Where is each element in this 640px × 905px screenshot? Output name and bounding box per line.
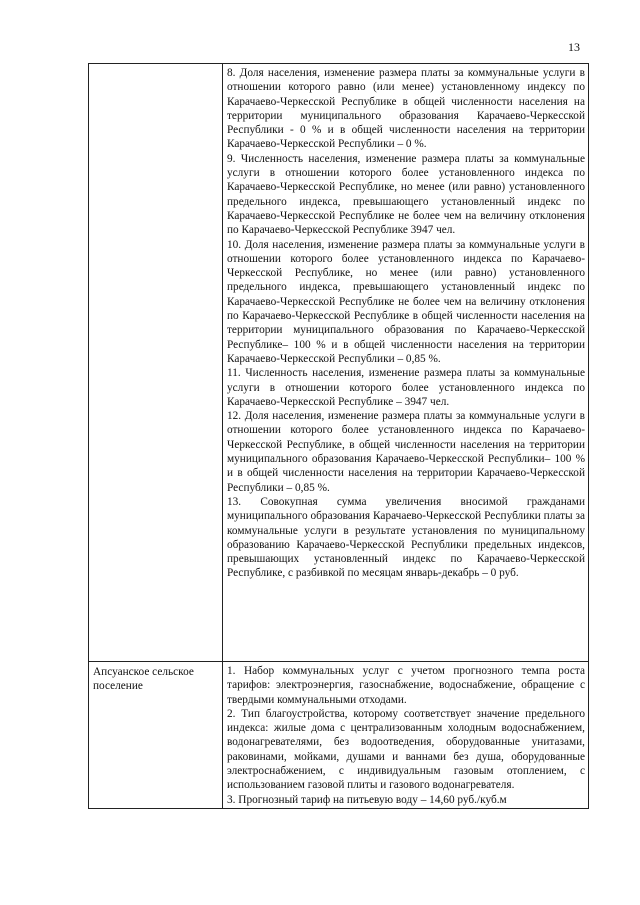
indicator-paragraph: 9. Численность населения, изменение размера платы за коммунальные услуги в отношении которого более установленного индекса по Карачаево-Черкесской Республике, но менее (или равно) установленного предельного индекса, превышающего установленный индекс по Карачаево-Черкесской Республике не более чем на величину отклонения по Карачаево-Черкесской Республике 3947 чел.	[227, 152, 585, 237]
indicator-paragraph: 12. Доля населения, изменение размера платы за коммунальные услуги в отношении которого более установленного индекса по Карачаево-Черкесской Республике, в общей численности населения на территории муниципального образования Карачаево-Черкесской Республики– 100 % и в общей численности населения на территории Карачаево-Черкесской Республики – 0,85 %.	[227, 410, 585, 494]
indicator-paragraph: 1. Набор коммунальных услуг с учетом прогнозного темпа роста тарифов: электроэнергия, газоснабжение, водоснабжение, обращение с твердыми коммунальными отходами.	[227, 665, 585, 706]
table-row	[89, 64, 589, 662]
indicator-paragraph: 8. Доля населения, изменение размера платы за коммунальные услуги в отношении которого равно (или менее) установленному индексу по Карачаево-Черкесской Республике в общей численности населения на территории муниципального образования Карачаево-Черкесской Республики - 0 % и в общей численности населения на территории Карачаево-Черкесской Республики – 0 %.	[227, 67, 585, 151]
indicator-paragraph: 10. Доля населения, изменение размера платы за коммунальные услуги в отношении которого более установленного индекса по Карачаево-Черкесской Республике, но менее (или равно) установленного предельного индекса, превышающего установленный индекс по Карачаево-Черкесской Республике не более чем на величину отклонения по Карачаево-Черкесской Республике в общей численности населения на территории муниципального образования по Карачаево-Черкесской Республике– 100 % и в общей численности населения на территории Карачаево-Черкесской Республики – 0,85 %.	[227, 238, 585, 365]
page-number: 13	[568, 40, 580, 54]
municipality-cell	[89, 662, 223, 809]
indicator-paragraph: 11. Численность населения, изменение размера платы за коммунальные услуги в отношении которого более установленного индекса по Карачаево-Черкесской Республике – 3947 чел.	[227, 367, 585, 408]
indicator-paragraph: 13. Совокупная сумма увеличения вносимой гражданами муниципального образования Карачаево-Черкесской Республики платы за коммунальные услуги в результате установления по муниципальному образованию Карачаево-Черкесской Республики предельных индексов, превышающих установленный индекс по Карачаево-Черкесской Республике, с разбивкой по месяцам январь-декабрь – 0 руб.	[227, 495, 585, 580]
indicators-cell	[223, 662, 589, 809]
indices-table	[88, 63, 589, 809]
municipality-name	[89, 64, 222, 67]
table-row	[89, 662, 589, 809]
indicator-paragraph: 3. Прогнозный тариф на питьевую воду – 14,60 руб./куб.м	[227, 793, 507, 806]
municipality-cell	[89, 64, 223, 662]
indicator-paragraph: 2. Тип благоустройства, которому соответствует значение предельного индекса: жилые дома с централизованным холодным водоснабжением, водонагревателями, без водоотведения, оборудованные унитазами, раковинами, мойками, душами и ваннами без душа, оборудованные электроснабжением, с индивидуальным газовым отоплением, с использованием газовой плиты и газового водонагревателя.	[227, 707, 585, 792]
indicators-cell	[223, 64, 589, 662]
municipality-name: Апсуанское сельское поселение	[93, 666, 194, 693]
